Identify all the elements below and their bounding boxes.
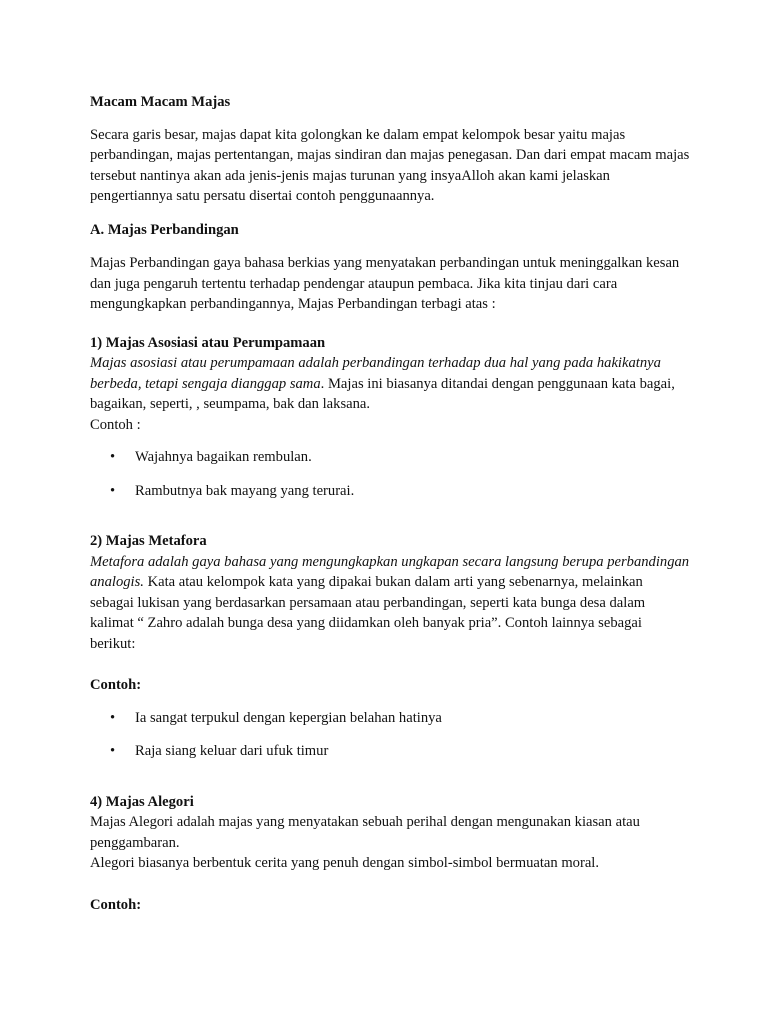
asosiasi-example-list bbox=[90, 447, 690, 501]
bullet-icon: • bbox=[110, 709, 116, 726]
document-page bbox=[90, 92, 690, 915]
asosiasi-definition-rest: . Majas ini biasanya ditandai dengan penggunaan kata bagai, bagaikan, seperti, , seumpama, bak dan laksana. bbox=[90, 375, 675, 412]
bullet-icon: • bbox=[110, 743, 116, 759]
metafora-definition-italic: Metafora adalah gaya bahasa yang mengungkapkan ungkapan secara langsung berupa perbandingan analogis. bbox=[90, 553, 690, 590]
list-item bbox=[90, 741, 690, 762]
list-item-text: Wajahnya bagaikan rembulan. bbox=[135, 449, 312, 465]
asosiasi-example-label: Contoh : bbox=[90, 416, 141, 433]
intro-paragraph: Secara garis besar, majas dapat kita golongkan ke dalam empat kelompok besar yaitu majas perbandingan, majas pertentangan, majas sindiran dan majas penegasan. Dan dari empat macam majas tersebut nantinya akan ada jenis-jenis majas turunan yang insyaAlloh akan kami jelaskan pengertiannya satu persatu disertai contoh penggunaannya. bbox=[90, 126, 690, 204]
alegori-heading: 4) Majas Alegori bbox=[90, 793, 194, 810]
metafora-example-label: Contoh: bbox=[90, 677, 142, 693]
document-title: Macam Macam Majas bbox=[90, 94, 231, 110]
section-a-heading: A. Majas Perbandingan bbox=[90, 221, 239, 238]
bullet-icon: • bbox=[110, 482, 116, 499]
list-item bbox=[90, 708, 690, 729]
asosiasi-definition-italic: Majas asosiasi atau perumpamaan adalah perbandingan terhadap dua hal yang pada hakikatnya berbeda, tetapi sengaja dianggap sama bbox=[90, 355, 661, 392]
metafora-heading: 2) Majas Metafora bbox=[90, 533, 207, 549]
alegori-line-2: Alegori biasanya berbentuk cerita yang penuh dengan simbol-simbol bermuatan moral. bbox=[90, 855, 600, 871]
metafora-definition bbox=[90, 552, 690, 655]
list-item bbox=[90, 447, 690, 468]
alegori-example-label: Contoh: bbox=[90, 896, 142, 913]
section-a-paragraph: Majas Perbandingan gaya bahasa berkias yang menyatakan perbandingan untuk meninggalkan kesan dan juga pengaruh tertentu terhadap pendengar ataupun pembaca. Jika kita tinjau dari cara mengungkapkan perbandingannya, Majas Perbandingan terbagi atas : bbox=[90, 255, 680, 312]
list-item-text: Raja siang keluar dari ufuk timur bbox=[135, 743, 329, 759]
list-item-text: Ia sangat terpukul dengan kepergian belahan hatinya bbox=[135, 709, 442, 726]
asosiasi-definition bbox=[90, 353, 690, 415]
metafora-definition-rest: Kata atau kelompok kata yang dipakai bukan dalam arti yang sebenarnya, melainkan sebagai lukisan yang berdasarkan persamaan atau perbandingan, seperti kata bunga desa dalam kalimat “ Zahro adalah bunga desa yang diidamkan oleh banyak pria”. Contoh lainnya sebagai berikut: bbox=[90, 574, 646, 652]
list-item-text: Rambutnya bak mayang yang terurai. bbox=[135, 482, 355, 499]
list-item bbox=[90, 481, 690, 502]
metafora-example-list bbox=[90, 708, 690, 762]
alegori-line-1: Majas Alegori adalah majas yang menyatakan sebuah perihal dengan mengunakan kiasan atau penggambaran. bbox=[90, 814, 640, 851]
bullet-icon: • bbox=[110, 449, 116, 465]
asosiasi-heading: 1) Majas Asosiasi atau Perumpamaan bbox=[90, 334, 326, 351]
